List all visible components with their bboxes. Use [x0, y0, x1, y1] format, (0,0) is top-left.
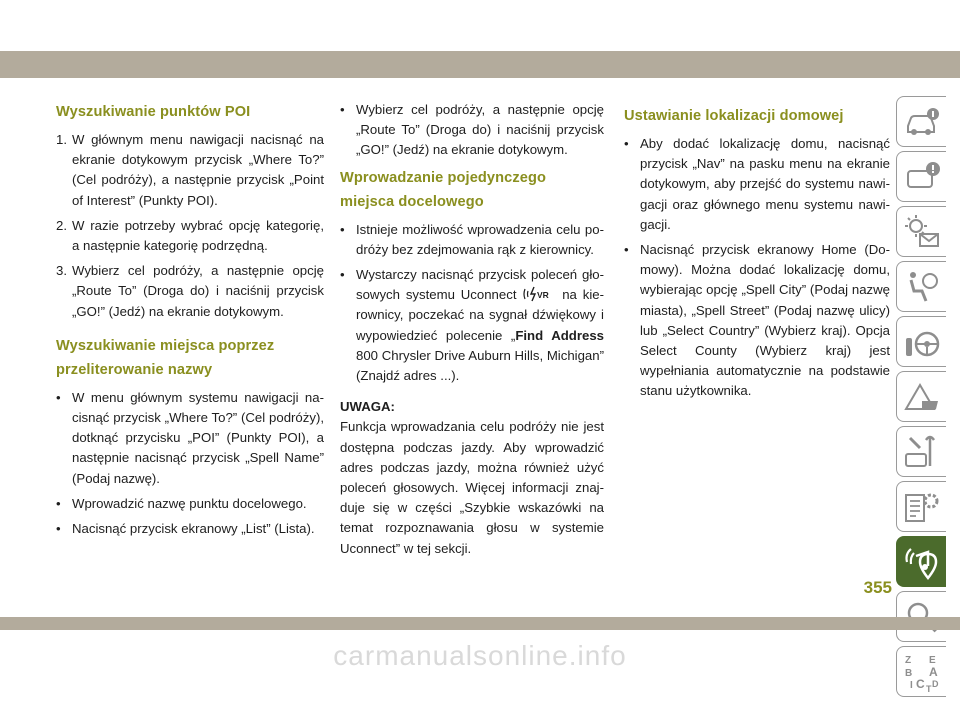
bullet-item — [340, 220, 604, 260]
bullet-text: Istnieje możliwość wprowadzenia celu podróży bez zdejmowania rąk z kierownicy. — [356, 221, 604, 257]
svg-text:T: T — [925, 683, 931, 692]
bullet: • — [56, 521, 61, 537]
bullet: • — [624, 242, 629, 258]
tab-lights-messages[interactable] — [896, 206, 946, 257]
voice-command-icon — [522, 286, 556, 302]
bullet-text: Nacisnąć przycisk ekranowy Home (Domowy). Można dodać lokalizację domu, wybierając opcję „Spell City” (Podaj nazwę miasta), „Spell Street” (Podaj nazwę ulicy) lub „Select Country” (Wybierz kraj). Opcja Select County (Wybierz kraj) jest wypełniania automatycznie na podstawie stanu użytkownika. — [640, 242, 890, 399]
svg-text:D: D — [931, 678, 938, 689]
airbag-icon — [902, 267, 942, 307]
heading-spell-name: Wyszukiwanie miejsca poprzez przeliterowanie nazwy — [56, 337, 275, 378]
step-text: W głównym menu nawigacji nacisnąć na ekranie dotykowym przycisk „Where To?” (Cel podróży), a następnie przycisk „Point of Interest” (Punkty POI). — [72, 132, 324, 208]
page-number: 355 — [863, 578, 892, 597]
bullet-text-c: 800 Chrysler Drive Auburn Hills, Michigan” (Znajdź adres ...). — [356, 347, 604, 384]
bullet-text: Wprowadzić nazwę punktu docelowego. — [72, 495, 307, 511]
service-tools-icon — [902, 432, 942, 472]
bullet-item — [624, 240, 890, 402]
bullet: • — [340, 267, 345, 283]
step-text: W razie potrzeby wybrać opcję kategorię, a następnie kategorię podrzędną. — [72, 217, 324, 254]
step-2 — [56, 216, 324, 256]
svg-text:C: C — [915, 676, 925, 691]
bullet-item — [56, 388, 324, 489]
tab-car-info[interactable] — [896, 96, 946, 147]
bullet-item — [624, 134, 890, 235]
heading-single-destination: Wprowadzanie pojedynczego miejsca docelowego — [340, 169, 547, 210]
step-number: 1. — [56, 132, 67, 147]
note-title: UWAGA: — [340, 399, 395, 415]
step-1 — [56, 130, 324, 211]
svg-text:I: I — [909, 679, 913, 691]
tab-starting[interactable] — [896, 316, 946, 367]
tab-emergency[interactable] — [896, 371, 946, 422]
steering-wheel-icon — [902, 322, 942, 362]
note-text: Funkcja wprowadzania celu podróży nie jest dostępna podczas jazdy. Aby wprowadzić adres podczas jazdy, można również użyć poleceń głosowych. Więcej informacji znajduje się w części „Szybkie wskazówki na temat rozpoznawania głosu w systemie Uconnect” w tej sekcji. — [340, 419, 604, 556]
lights-message-icon — [902, 212, 942, 252]
step-number: 3. — [56, 263, 67, 279]
bullet: • — [340, 221, 345, 237]
heading-poi-search: Wyszukiwanie punktów POI — [56, 104, 251, 120]
tab-specifications[interactable] — [896, 481, 946, 532]
bullet: • — [340, 102, 345, 117]
specs-gear-icon — [902, 487, 942, 527]
watermark: carmanualsonline.info — [333, 640, 627, 671]
svg-text:E: E — [928, 654, 936, 666]
column-left — [56, 100, 324, 544]
car-info-icon — [902, 102, 942, 142]
heading-home-location: Ustawianie lokalizacji domowej — [624, 108, 844, 124]
svg-text:B: B — [904, 667, 912, 679]
bullet-item — [340, 265, 604, 386]
voice-icon-label: VR — [537, 290, 550, 301]
bullet-text-a: Wystarczy nacisnąć przycisk poleceń głosowych systemu Uconnect — [356, 267, 604, 303]
bullet-text: Aby dodać lokalizację domu, nacisnąć przycisk „Nav” na pasku menu na ekranie dotykowym, aby przejść do systemu nawigacji oraz głównego menu systemu nawigacji. — [640, 136, 890, 232]
bullet-text-bold: Find Address — [515, 327, 604, 343]
step-3 — [56, 261, 324, 322]
bullet-text: Wybierz cel podróży, a następnie opcję „Route To” (Droga do) i naciśnij przycisk „GO!” (Jedź) na ekranie dotykowym. — [356, 102, 604, 158]
bullet: • — [56, 495, 61, 511]
bullet: • — [624, 136, 629, 151]
bullet-item — [56, 519, 324, 539]
step-number: 2. — [56, 217, 67, 233]
bullet: • — [56, 389, 61, 405]
bullet-text-b: na kierownicy, poczekać na sygnał dźwiękowy i wypowiedzieć polecenie „ — [356, 287, 604, 343]
top-band — [0, 51, 960, 78]
tab-safety[interactable] — [896, 261, 946, 312]
warning-light-icon — [902, 157, 942, 197]
tab-service[interactable] — [896, 426, 946, 477]
tab-multimedia[interactable] — [896, 536, 946, 587]
step-text: Wybierz cel podróży, a następnie opcję „Route To” (Droga do) i naciśnij przycisk „GO!” (Jedź) na ekranie dotykowym. — [72, 263, 324, 319]
bottom-band — [0, 617, 960, 630]
bullet-text: Nacisnąć przycisk ekranowy „List” (Lista). — [72, 521, 315, 537]
svg-text:A: A — [928, 664, 938, 679]
chapter-tabs — [896, 96, 946, 701]
column-right — [624, 100, 890, 407]
svg-text:Z: Z — [904, 654, 911, 666]
column-middle — [340, 100, 604, 564]
roadside-icon — [902, 377, 942, 417]
bullet-item — [340, 100, 604, 161]
multimedia-icon — [902, 542, 942, 582]
bullet-text: W menu głównym systemu nawigacji nacisnąć przycisk „Where To?” (Cel podróży), dotknąć przycisku „POI” (Punkty POI), a następnie nacisnąć przycisk „Spell Name” (Podaj nazwę). — [72, 389, 324, 486]
tab-warning-lights[interactable] — [896, 151, 946, 202]
bullet-item — [56, 494, 324, 514]
